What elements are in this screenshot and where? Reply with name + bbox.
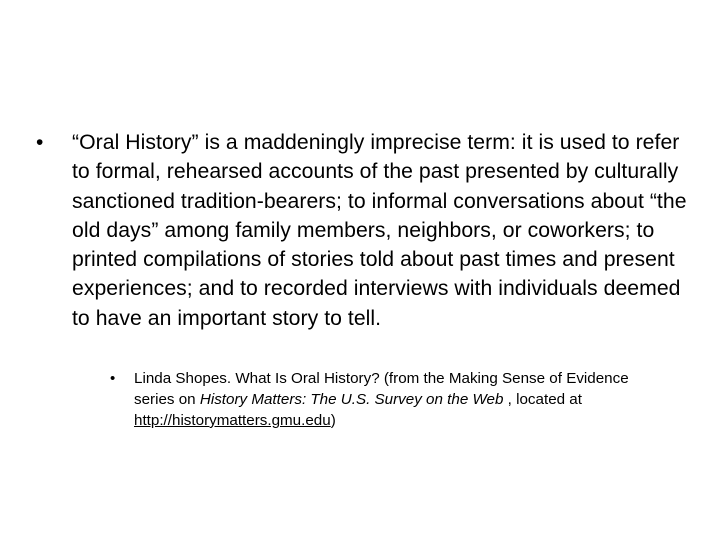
main-bullet-text: “Oral History” is a maddeningly imprecise term: it is used to refer to formal, rehearsed accounts of the past presented by culturally sanctioned tradition-bearers; to informal conversations about “the old days” among family members, neighbors, or coworkers; to printed compilations of stories told about past times and present experiences; and to recorded interviews with individuals deemed to have an important story to tell. [72, 131, 687, 330]
sub-bullet-icon: • [110, 370, 116, 387]
citation-source-title: History Matters: The U.S. Survey on the Web [199, 391, 504, 408]
main-bullet-point [36, 128, 688, 333]
citation-bullet-point [110, 368, 670, 431]
citation-link[interactable]: http://historymatters.gmu.edu [134, 412, 331, 429]
citation-prefix: Linda Shopes. What Is Oral History? (from the Making Sense of Evidence series on [134, 370, 629, 408]
citation-suffix: ) [330, 412, 336, 429]
citation-middle: , located at [503, 391, 582, 408]
citation-text [134, 368, 670, 431]
bullet-icon: • [36, 131, 44, 154]
